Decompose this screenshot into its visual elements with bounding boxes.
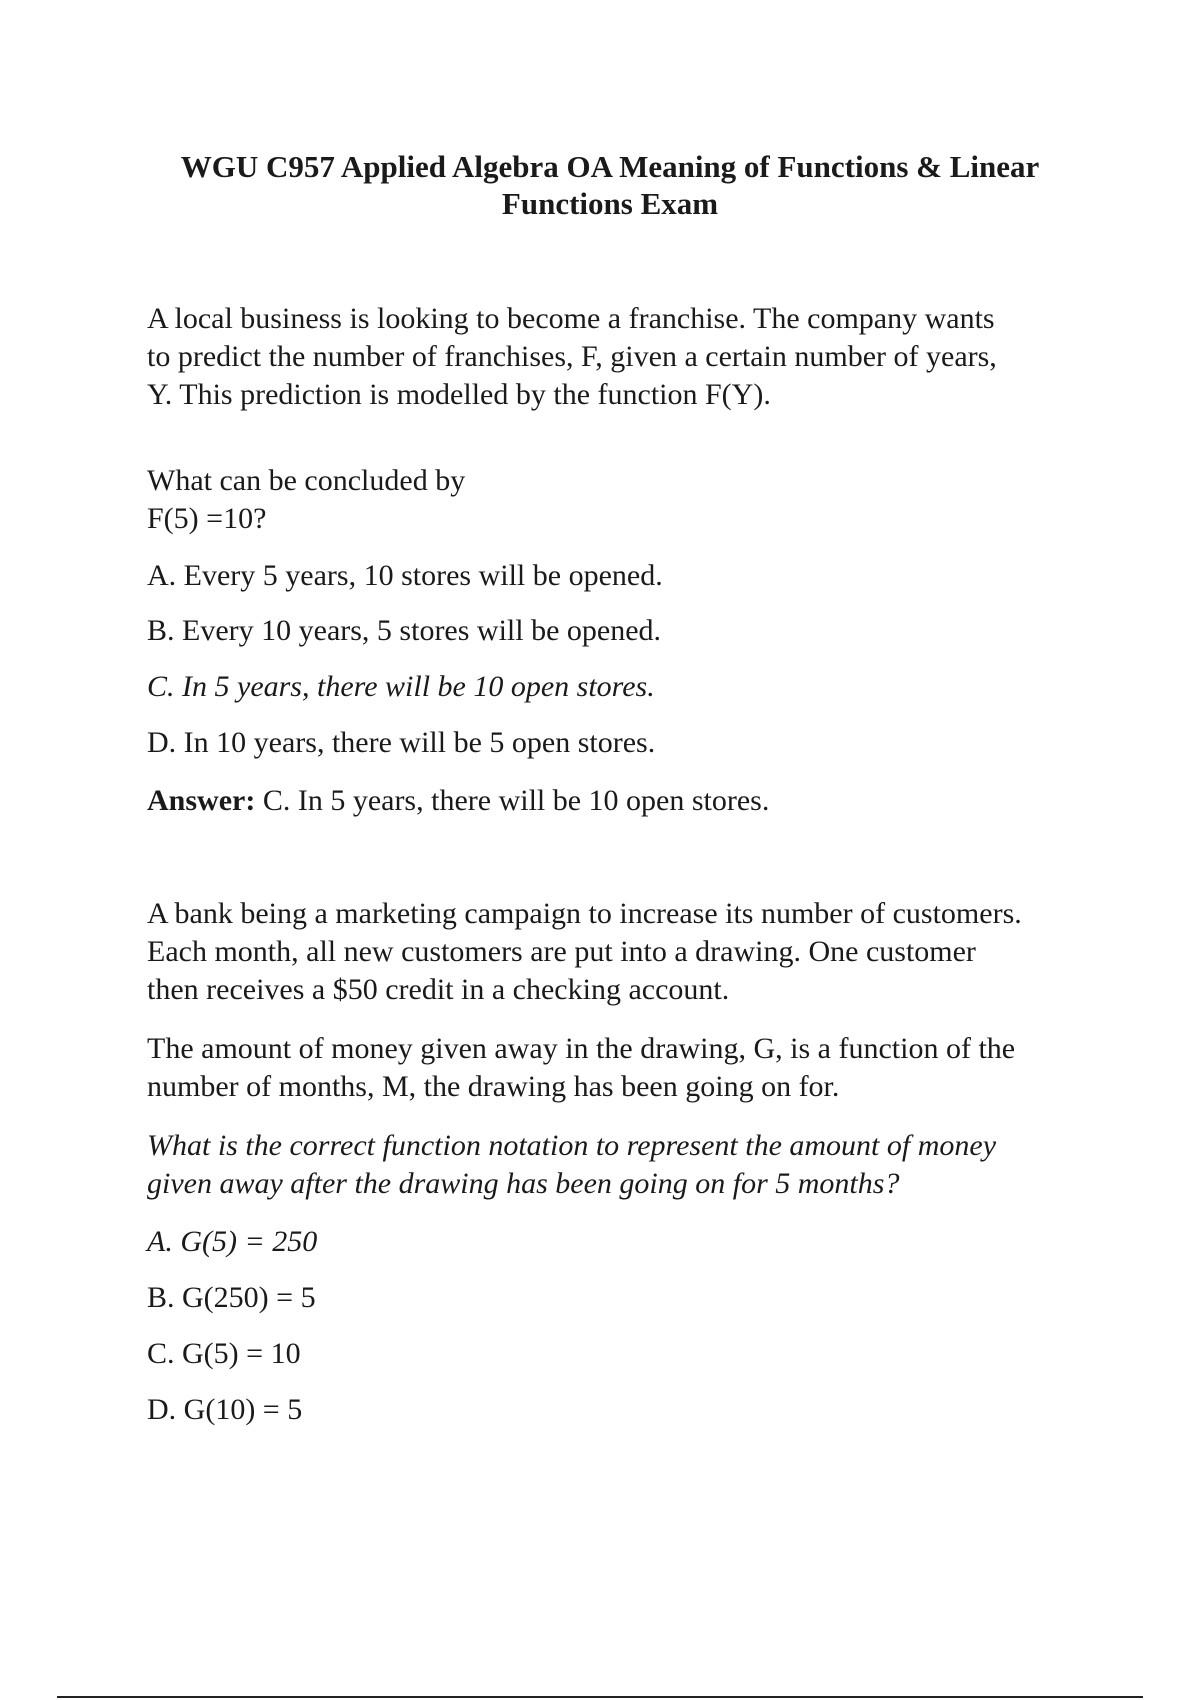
q2-scenario-line-2: Each month, all new customers are put into a drawing. One customer <box>147 935 976 968</box>
footer-rule <box>57 1696 1143 1698</box>
q2-option-b: B. G(250) = 5 <box>147 1281 316 1314</box>
q1-option-c: C. In 5 years, there will be 10 open stores. <box>147 670 655 703</box>
q1-prompt <box>147 462 1097 538</box>
q1-scenario-line-3: Y. This prediction is modelled by the function F(Y). <box>147 378 771 411</box>
q2-option-d: D. G(10) = 5 <box>147 1393 303 1426</box>
q1-prompt-line-2: F(5) =10? <box>147 502 267 535</box>
title-line-1: WGU C957 Applied Algebra OA Meaning of Functions & Linear <box>180 149 1040 184</box>
q1-answer <box>147 782 769 820</box>
q1-answer-label: Answer: <box>147 784 256 817</box>
document-title <box>140 148 1080 222</box>
q2-option-c: C. G(5) = 10 <box>147 1337 301 1370</box>
q1-option-d: D. In 10 years, there will be 5 open stores. <box>147 726 656 759</box>
q1-option-b: B. Every 10 years, 5 stores will be opened. <box>147 614 662 647</box>
q1-prompt-line-1: What can be concluded by <box>147 464 466 497</box>
q2-prompt-line-2: given away after the drawing has been going on for 5 months? <box>147 1167 900 1200</box>
q2-prompt-line-1: What is the correct function notation to represent the amount of money <box>147 1129 997 1162</box>
q2-context-line-2: number of months, M, the drawing has been going on for. <box>147 1070 840 1103</box>
q1-answer-text: C. In 5 years, there will be 10 open stores. <box>255 784 770 817</box>
title-line-2: Functions Exam <box>501 186 719 221</box>
q1-scenario-line-2: to predict the number of franchises, F, given a certain number of years, <box>147 340 997 373</box>
q2-context <box>147 1030 1097 1106</box>
q2-prompt <box>147 1127 1097 1203</box>
q1-scenario <box>147 300 1097 414</box>
q1-scenario-line-1: A local business is looking to become a franchise. The company wants <box>147 302 995 335</box>
q2-option-a: A. G(5) = 250 <box>147 1225 318 1258</box>
q2-context-line-1: The amount of money given away in the drawing, G, is a function of the <box>147 1032 1016 1065</box>
q1-option-a: A. Every 5 years, 10 stores will be opened. <box>147 559 663 592</box>
q2-scenario-line-1: A bank being a marketing campaign to increase its number of customers. <box>147 897 1022 930</box>
q2-scenario <box>147 895 1097 1009</box>
q2-scenario-line-3: then receives a $50 credit in a checking account. <box>147 973 730 1006</box>
